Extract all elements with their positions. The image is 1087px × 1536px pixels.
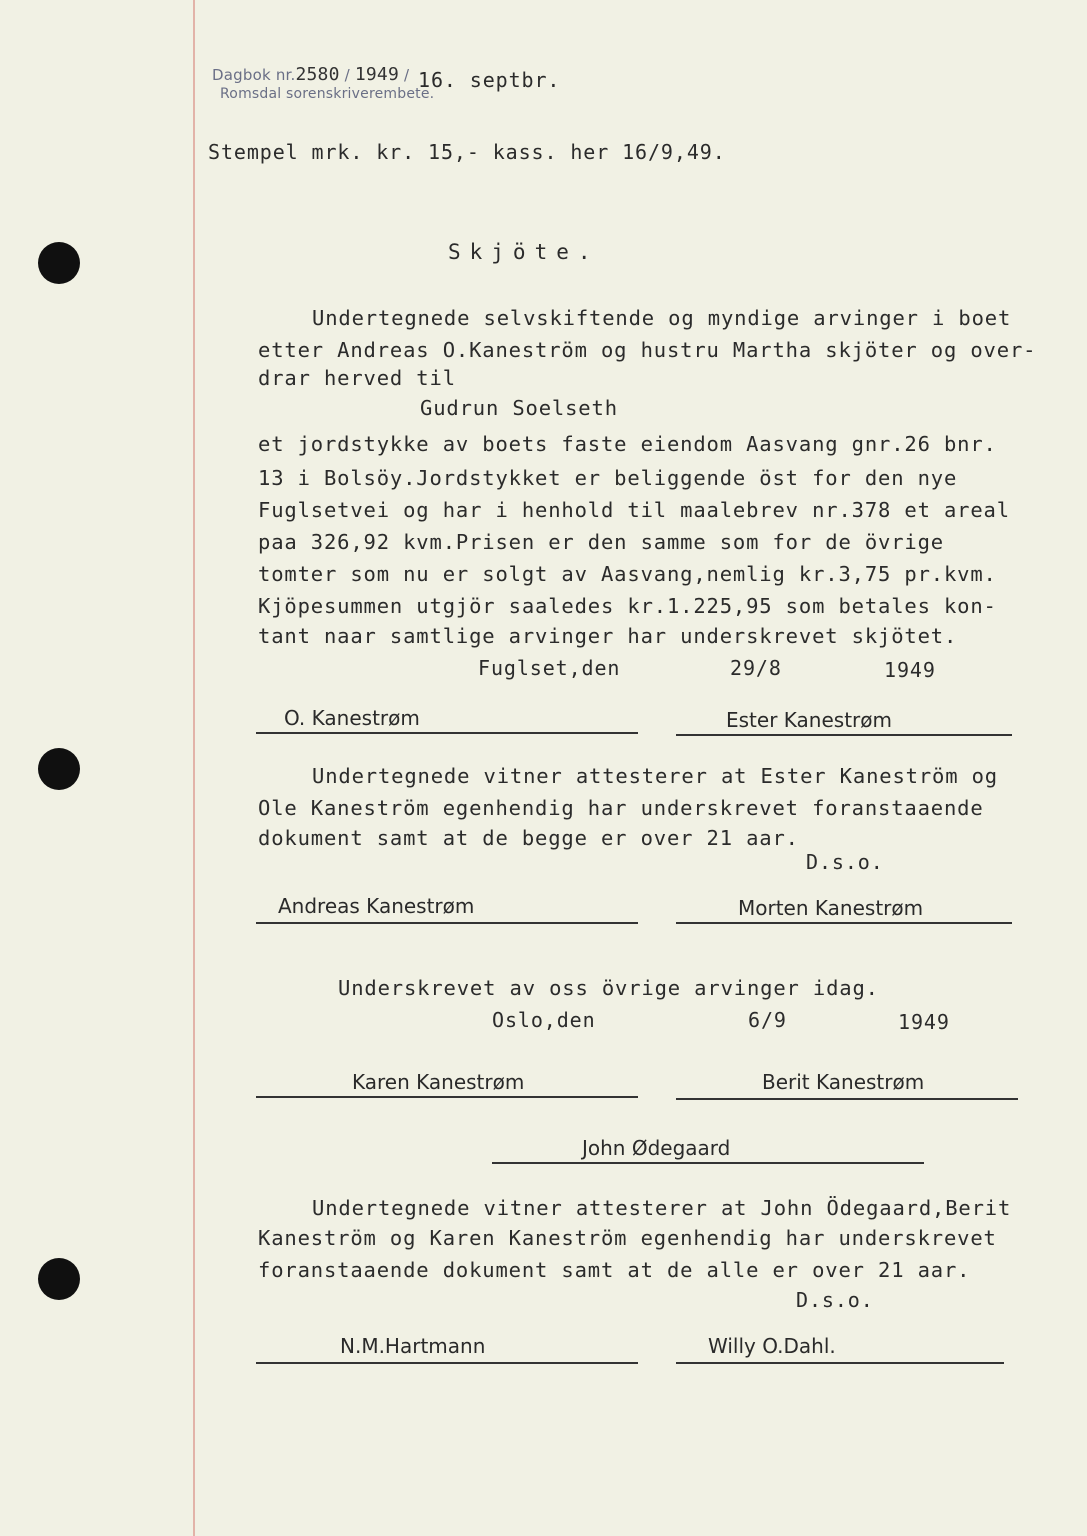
witness-line: dokument samt at de begge er over 21 aar. xyxy=(258,826,799,850)
signature-rule xyxy=(256,1362,638,1364)
punch-hole-icon xyxy=(38,748,80,790)
stamp-prefix: Dagbok nr. xyxy=(212,66,296,84)
signature-o-kanestrom: O. Kanestrøm xyxy=(284,706,420,730)
witness-line: foranstaaende dokument samt at de alle er over 21 aar. xyxy=(258,1258,971,1282)
body-line: 13 i Bolsöy.Jordstykket er beliggende öst for den nye xyxy=(258,466,958,490)
stempel-line: Stempel mrk. kr. 15,- kass. her 16/9,49. xyxy=(208,140,726,164)
punch-hole-icon xyxy=(38,242,80,284)
signature-willy-dahl: Willy O.Dahl. xyxy=(708,1334,836,1358)
signature-karen-kanestrom: Karen Kanestrøm xyxy=(352,1070,525,1094)
stamp-number: 2580 xyxy=(295,64,340,85)
signature-rule xyxy=(492,1162,924,1164)
signature-berit-kanestrom: Berit Kanestrøm xyxy=(762,1070,925,1094)
day-1: 29/8 xyxy=(730,656,782,680)
signature-hartmann: N.M.Hartmann xyxy=(340,1334,486,1358)
document-title: Skjöte. xyxy=(448,240,600,264)
stamp-line-2: Romsdal sorenskriverembete. xyxy=(220,86,435,102)
witness-line: Ole Kaneström egenhendig har underskrevet foranstaaende xyxy=(258,796,984,820)
body-line: paa 326,92 kvm.Prisen er den samme som for de övrige xyxy=(258,530,944,554)
margin-rule xyxy=(193,0,195,1536)
dso-1: D.s.o. xyxy=(806,850,884,874)
signature-rule xyxy=(676,1362,1004,1364)
signature-john-odegaard: John Ødegaard xyxy=(582,1136,731,1160)
body-line: et jordstykke av boets faste eiendom Aasvang gnr.26 bnr. xyxy=(258,432,997,456)
signature-rule xyxy=(256,922,638,924)
body-line: drar herved til xyxy=(258,366,456,390)
heirs-text: Underskrevet av oss övrige arvinger idag. xyxy=(338,976,879,1000)
body-line: Kjöpesummen utgjör saaledes kr.1.225,95 som betales kon- xyxy=(258,594,997,618)
signature-rule xyxy=(676,922,1012,924)
stamp-line-1: Dagbok nr.2580 / 1949 / xyxy=(212,64,410,85)
header-date: 16. septbr. xyxy=(418,68,561,92)
signature-andreas-kanestrom: Andreas Kanestrøm xyxy=(278,894,475,918)
dso-2: D.s.o. xyxy=(796,1288,874,1312)
place-1: Fuglset,den xyxy=(478,656,621,680)
body-line: Undertegnede selvskiftende og myndige arvinger i boet xyxy=(312,306,1012,330)
stamp-year: 1949 xyxy=(354,64,399,85)
year-1: 1949 xyxy=(884,658,936,682)
grantee-name: Gudrun Soelseth xyxy=(420,396,618,420)
witness-line: Undertegnede vitner attesterer at Ester Kaneström og xyxy=(312,764,998,788)
signature-ester-kanestrom: Ester Kanestrøm xyxy=(726,708,892,732)
signature-morten-kanestrom: Morten Kanestrøm xyxy=(738,896,924,920)
body-line: tant naar samtlige arvinger har underskrevet skjötet. xyxy=(258,624,958,648)
body-line: etter Andreas O.Kaneström og hustru Martha skjöter og over- xyxy=(258,338,1037,362)
punch-hole-icon xyxy=(38,1258,80,1300)
signature-rule xyxy=(256,1096,638,1098)
place-2: Oslo,den xyxy=(492,1008,596,1032)
year-2: 1949 xyxy=(898,1010,950,1034)
witness-line: Undertegnede vitner attesterer at John Ödegaard,Berit xyxy=(312,1196,1012,1220)
body-line: Fuglsetvei og har i henhold til maalebrev nr.378 et areal xyxy=(258,498,1010,522)
day-2: 6/9 xyxy=(748,1008,787,1032)
body-line: tomter som nu er solgt av Aasvang,nemlig kr.3,75 pr.kvm. xyxy=(258,562,997,586)
signature-rule xyxy=(676,1098,1018,1100)
witness-line: Kaneström og Karen Kaneström egenhendig har underskrevet xyxy=(258,1226,997,1250)
signature-rule xyxy=(256,732,638,734)
signature-rule xyxy=(676,734,1012,736)
